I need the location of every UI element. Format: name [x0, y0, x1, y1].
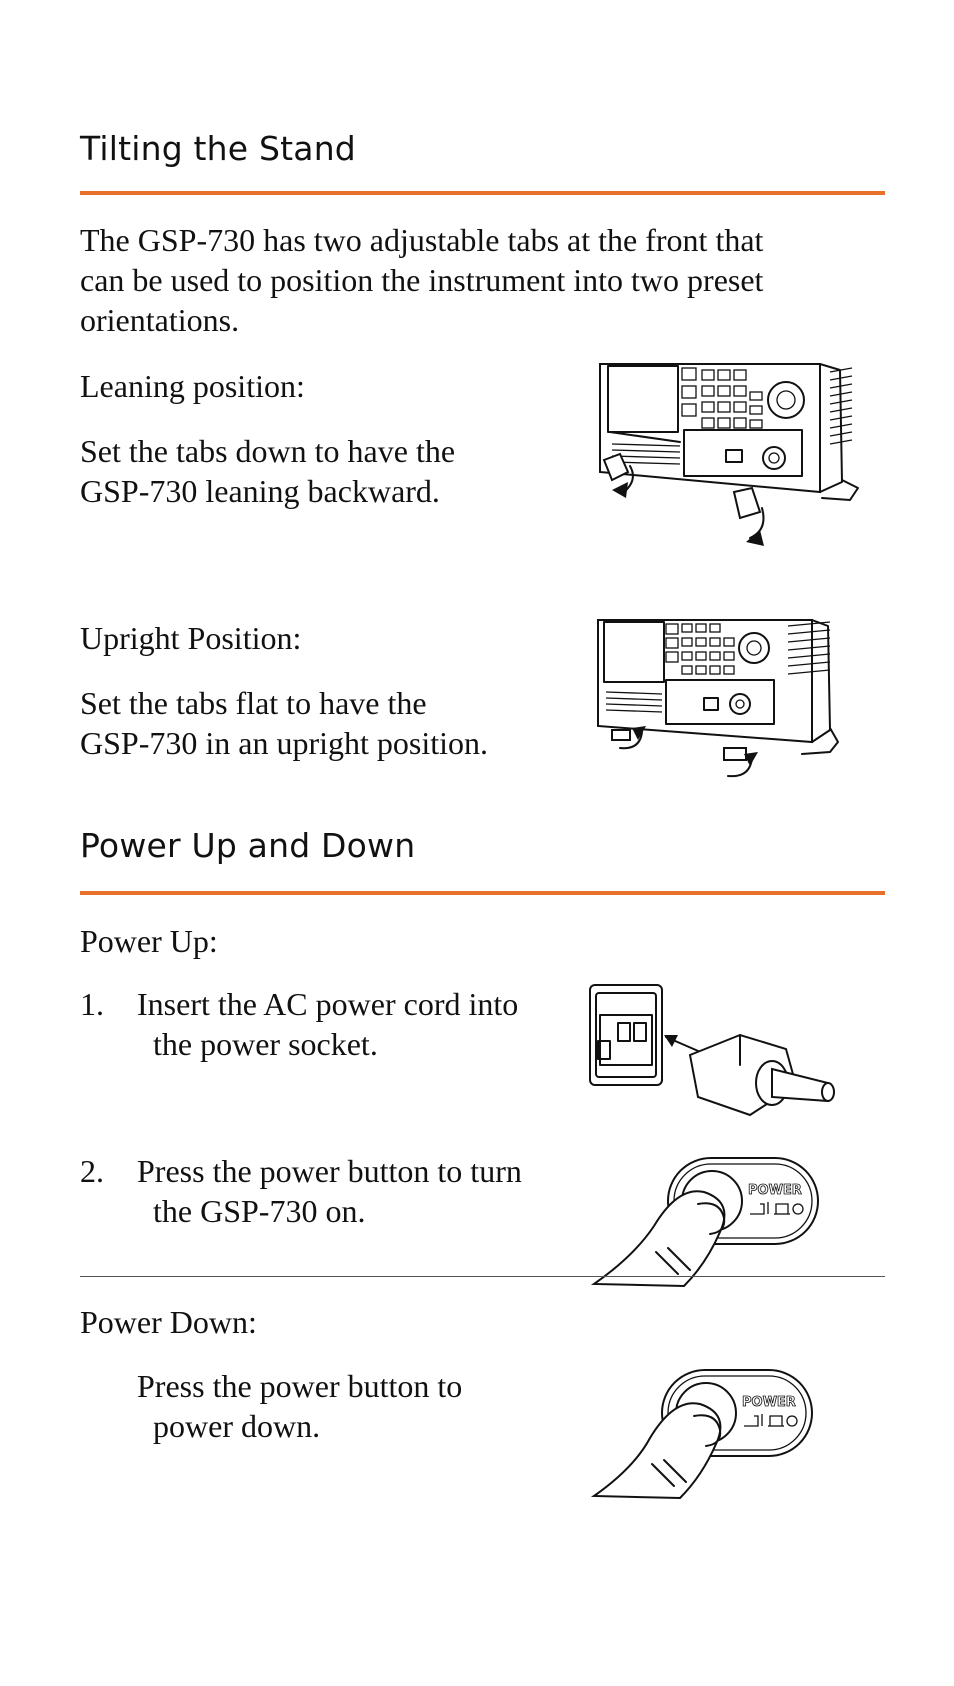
leaning-desc-line: GSP-730 leaning backward.: [80, 473, 440, 509]
intro-line: orientations.: [80, 302, 240, 338]
power-button-press-illustration: [594, 1156, 824, 1286]
section-heading-tilting: Tilting the Stand: [80, 129, 356, 168]
step-text: [137, 1151, 522, 1231]
section-rule: [80, 191, 885, 195]
intro-line: can be used to position the instrument into two preset: [80, 262, 764, 298]
section-rule: [80, 891, 885, 895]
leaning-position-illustration: [590, 362, 890, 552]
leaning-description: [80, 431, 455, 511]
step-number: 2.: [80, 1153, 104, 1189]
upright-desc-line: GSP-730 in an upright position.: [80, 725, 489, 761]
power-down-line: power down.: [153, 1408, 321, 1444]
upright-description: [80, 683, 488, 763]
power-up-label: Power Up:: [80, 923, 218, 959]
upright-desc-line: Set the tabs flat to have the: [80, 685, 427, 721]
intro-line: The GSP-730 has two adjustable tabs at the front that: [80, 222, 764, 258]
leaning-label: Leaning position:: [80, 368, 305, 404]
power-label-text: POWER: [748, 1183, 802, 1198]
intro-paragraph: [80, 220, 900, 340]
section-heading-power: Power Up and Down: [80, 826, 416, 865]
step-line: the GSP-730 on.: [153, 1193, 366, 1229]
power-down-text: [137, 1366, 462, 1446]
step-line: the power socket.: [153, 1026, 378, 1062]
power-label-text: POWER: [742, 1395, 796, 1410]
leaning-desc-line: Set the tabs down to have the: [80, 433, 456, 469]
upright-label: Upright Position:: [80, 620, 302, 656]
power-cord-illustration: [590, 985, 850, 1135]
power-down-label: Power Down:: [80, 1304, 257, 1340]
upright-position-illustration: [592, 618, 892, 788]
power-button-press-illustration: [594, 1368, 824, 1498]
step-number: 1.: [80, 986, 104, 1022]
step-line: Press the power button to turn: [137, 1153, 522, 1189]
step-text: [137, 984, 518, 1064]
power-down-line: Press the power button to: [137, 1368, 463, 1404]
step-line: Insert the AC power cord into: [137, 986, 519, 1022]
divider: [80, 1276, 885, 1277]
